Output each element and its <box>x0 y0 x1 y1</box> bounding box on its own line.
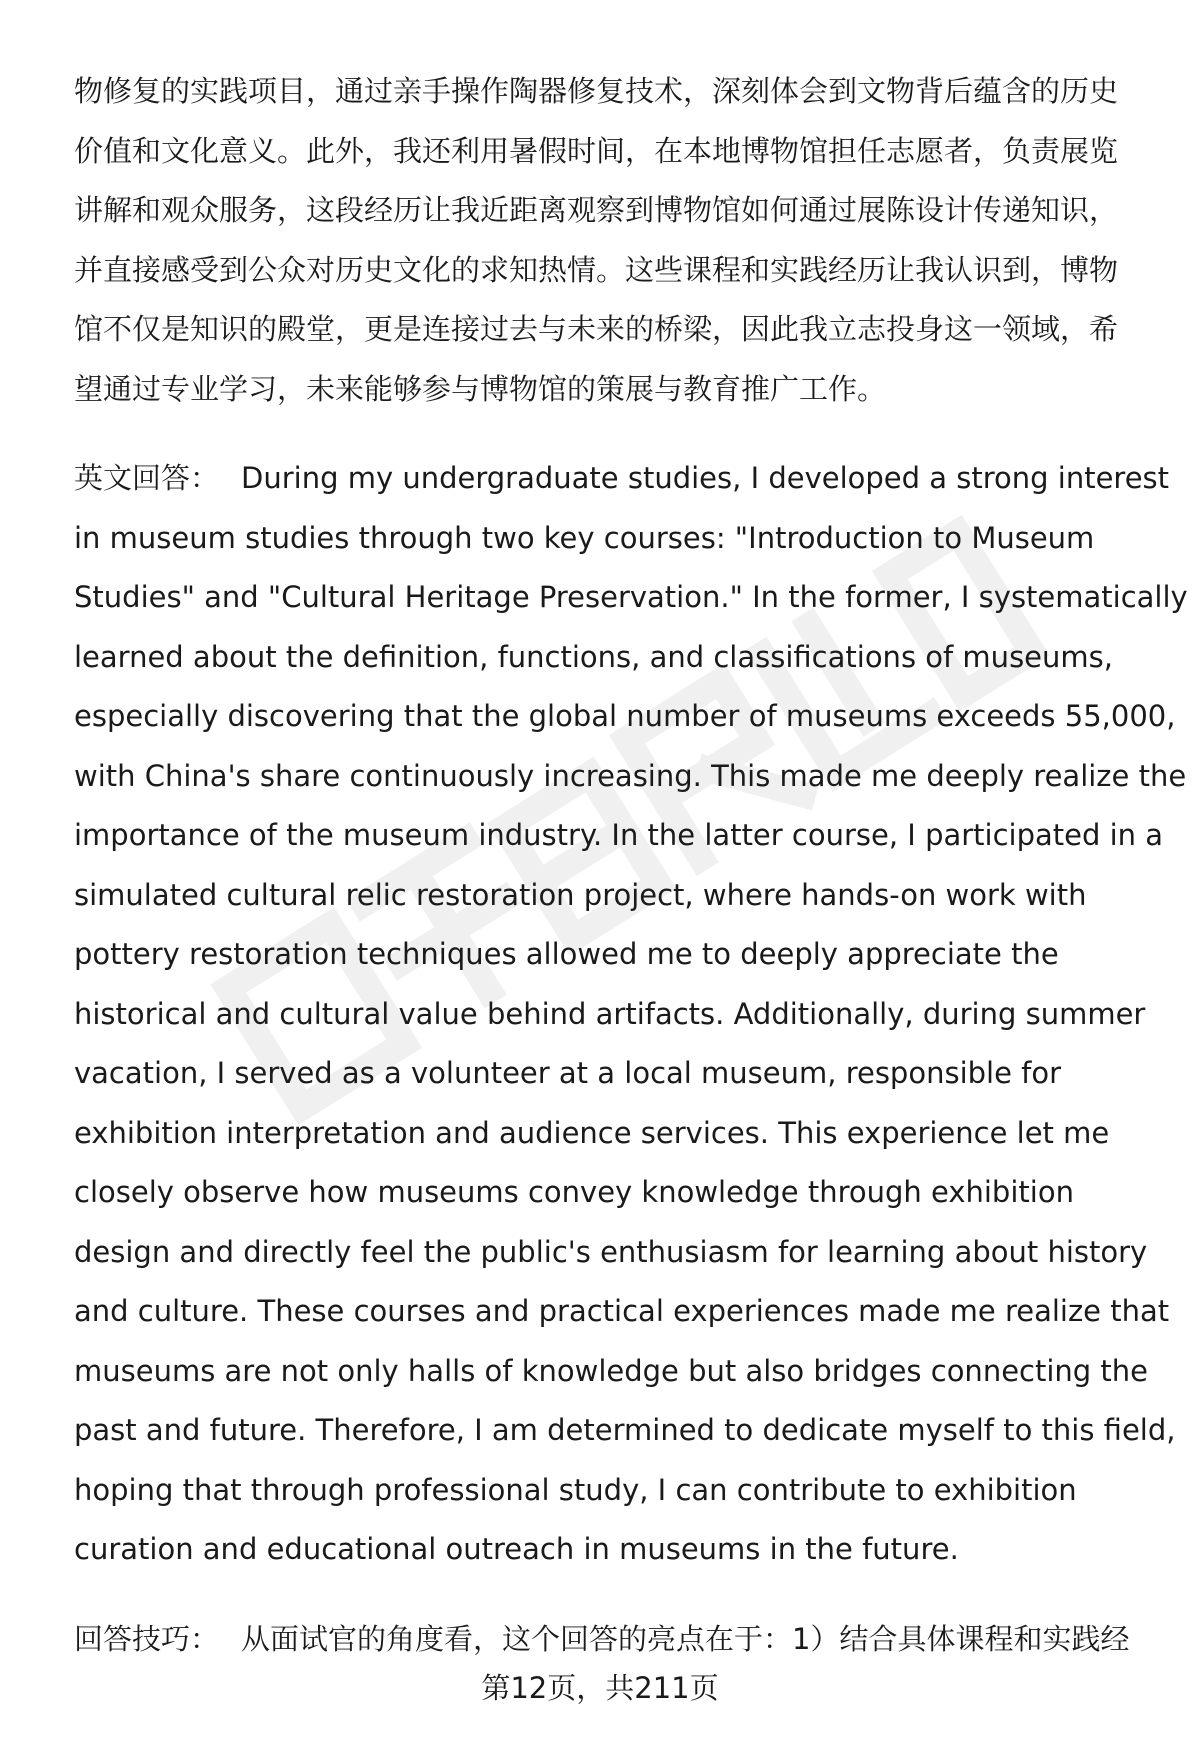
text-line: historical and cultural value behind artifacts. Additionally, during summer <box>74 996 1146 1031</box>
text-line: museums are not only halls of knowledge but also bridges connecting the <box>74 1353 1149 1388</box>
text-line <box>74 449 1170 509</box>
text-line: 物修复的实践项目，通过亲手操作陶器修复技术，深刻体会到文物背后蕴含的历史 <box>74 74 1119 108</box>
text-line: in museum studies through two key courses: "Introduction to Museum <box>74 520 1095 555</box>
document-page <box>74 62 1188 1669</box>
text-line: 讲解和观众服务，这段经历让我近距离观察到博物馆如何通过展陈设计传递知识， <box>74 193 1119 227</box>
text-line: 望通过专业学习，未来能够参与博物馆的策展与教育推广工作。 <box>74 371 887 406</box>
page-number-footer: 第12页，共211页 <box>481 1671 719 1705</box>
text-line <box>74 1610 1154 1670</box>
text-line: 价值和文化意义。此外，我还利用暑假时间，在本地博物馆担任志愿者，负责展览 <box>74 133 1119 168</box>
chinese-paragraph <box>74 62 1154 419</box>
tips-text: 从面试官的角度看，这个回答的亮点在于：1）结合具体课程和实践经 <box>241 1621 1130 1656</box>
text-line: past and future. Therefore, I am determined to dedicate myself to this field, <box>74 1413 1176 1447</box>
text-line: especially discovering that the global number of museums exceeds 55,000, <box>74 699 1176 733</box>
text-line: curation and educational outreach in museums in the future. <box>74 1532 959 1566</box>
tips-paragraph <box>74 1610 1154 1670</box>
text-line: Studies" and "Cultural Heritage Preservation." In the former, I systematically <box>74 580 1188 614</box>
english-answer-first-line: During my undergraduate studies, I developed a strong interest <box>241 461 1170 495</box>
text-line: closely observe how museums convey knowledge through exhibition <box>74 1175 1074 1209</box>
text-line: design and directly feel the public's enthusiasm for learning about history <box>74 1234 1148 1269</box>
english-answer-paragraph <box>74 449 1188 1580</box>
text-line: exhibition interpretation and audience services. This experience let me <box>74 1115 1110 1150</box>
tips-label: 回答技巧： <box>74 1621 220 1656</box>
english-answer-label: 英文回答： <box>74 461 220 495</box>
text-line: vacation, I served as a volunteer at a local museum, responsible for <box>74 1056 1062 1090</box>
text-line: 并直接感受到公众对历史文化的求知热情。这些课程和实践经历让我认识到，博物 <box>74 252 1119 287</box>
text-line: simulated cultural relic restoration project, where hands-on work with <box>74 877 1087 912</box>
text-line: importance of the museum industry. In the latter course, I participated in a <box>74 818 1164 852</box>
text-line: 馆不仅是知识的殿堂，更是连接过去与未来的桥梁，因此我立志投身这一领域，希 <box>74 312 1119 346</box>
text-line: pottery restoration techniques allowed me to deeply appreciate the <box>74 937 1059 971</box>
text-line: and culture. These courses and practical experiences made me realize that <box>74 1294 1170 1328</box>
text-line: learned about the definition, functions, and classifications of museums, <box>74 639 1113 674</box>
text-line: hoping that through professional study, I can contribute to exhibition <box>74 1472 1077 1507</box>
text-line: with China's share continuously increasing. This made me deeply realize the <box>74 758 1187 793</box>
